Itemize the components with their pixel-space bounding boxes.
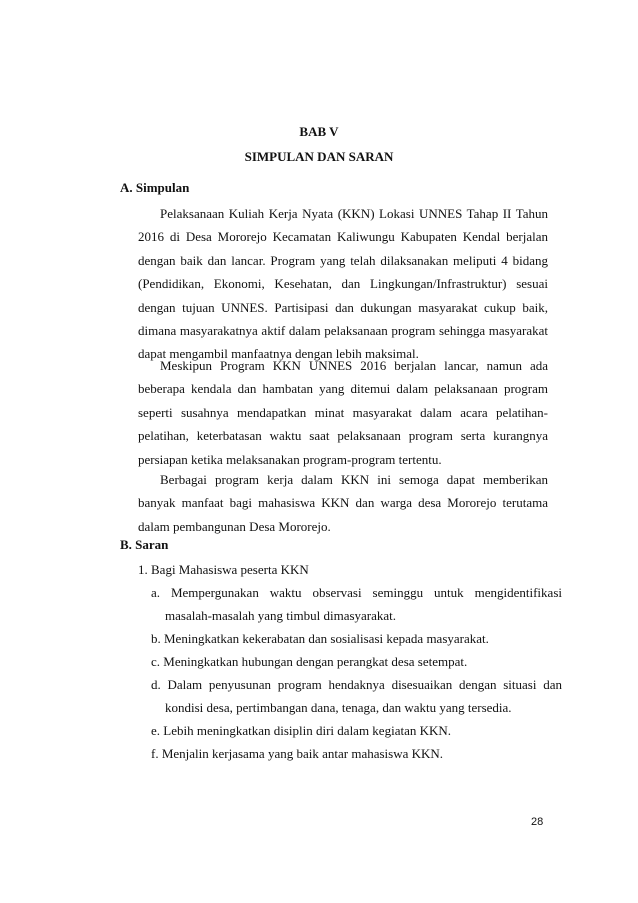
section-heading-saran: B. Saran [120,537,169,552]
saran-subitem: d. Dalam penyusunan program hendaknya disesuaikan dengan situasi dan kondisi desa, pertimbangan dana, tenaga, dan waktu yang tersedia. [151,677,562,716]
page-number: 28 [531,816,544,828]
chapter-heading: BAB V [299,124,339,139]
saran-subitem: f. Menjalin kerjasama yang baik antar mahasiswa KKN. [151,746,444,761]
section-heading-simpulan: A. Simpulan [120,180,190,195]
simpulan-paragraph: Berbagai program kerja dalam KKN ini semoga dapat memberikan banyak manfaat bagi mahasiswa KKN dan warga desa Mororejo terutama dalam pembangunan Desa Mororejo. [138,472,548,534]
saran-subitem: b. Meningkatkan kekerabatan dan sosialisasi kepada masyarakat. [151,631,489,646]
chapter-title: SIMPULAN DAN SARAN [244,149,394,164]
simpulan-paragraph: Pelaksanaan Kuliah Kerja Nyata (KKN) Lokasi UNNES Tahap II Tahun 2016 di Desa Mororejo Kecamatan Kaliwungu Kabupaten Kendal berjalan dengan baik dan lancar. Program yang telah dilaksanakan meliputi 4 bidang (Pendidikan, Ekonomi, Kesehatan, dan Lingkungan/Infrastruktur) sesuai dengan tujuan UNNES. Partisipasi dan dukungan masyarakat cukup baik, dimana masyarakatnya aktif dalam pelaksanaan program sehingga masyarakat dapat mengambil manfaatnya dengan lebih maksimal. [138,206,548,362]
saran-list-item: 1. Bagi Mahasiswa peserta KKN [138,562,309,577]
saran-subitem: e. Lebih meningkatkan disiplin diri dalam kegiatan KKN. [151,723,452,738]
saran-subitem: a. Mempergunakan waktu observasi seminggu untuk mengidentifikasi masalah-masalah yang timbul dimasyarakat. [151,585,562,624]
saran-subitem: c. Meningkatkan hubungan dengan perangkat desa setempat. [151,654,468,669]
simpulan-paragraph: Meskipun Program KKN UNNES 2016 berjalan lancar, namun ada beberapa kendala dan hambatan yang ditemui dalam pelaksanaan program seperti susahnya mendapatkan minat masyarakat dalam acara pelatihan-pelatihan, keterbatasan waktu saat pelaksanaan program serta kurangnya persiapan ketika melaksanakan program-program tertentu. [138,358,548,467]
